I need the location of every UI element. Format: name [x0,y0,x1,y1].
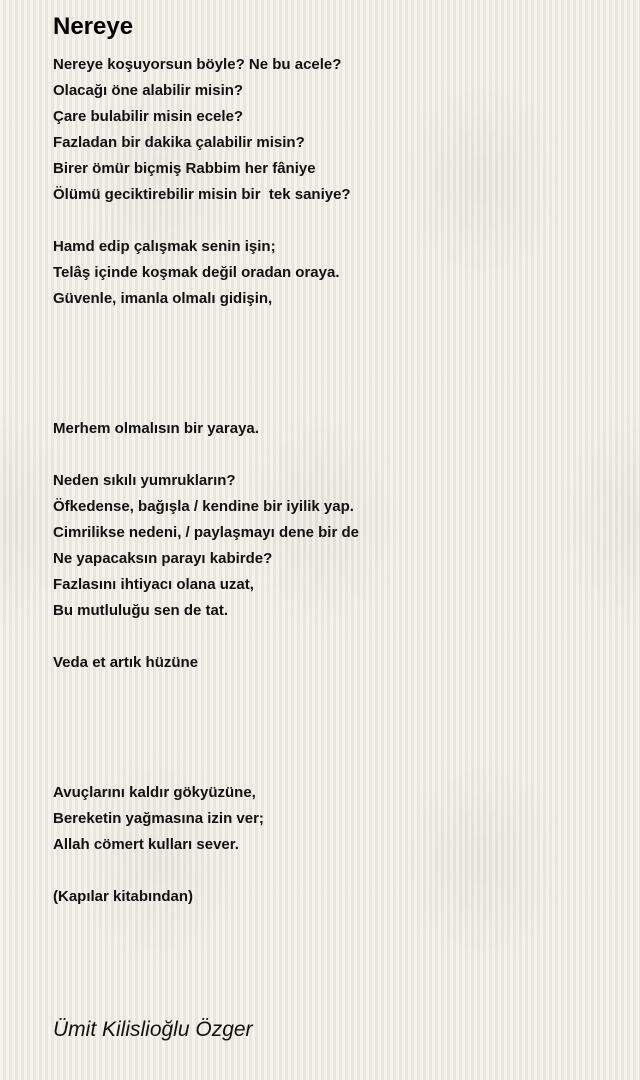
poem-line: Olacağı öne alabilir misin? [53,82,244,99]
poem-line: Merhem olmalısın bir yaraya. [53,420,259,437]
stanza-break [53,702,613,728]
stanza-break [53,754,613,780]
poem-line: Allah cömert kulları sever. [53,836,239,853]
stanza-break [53,364,613,390]
stanza-break [53,208,613,234]
poem-line: Bereketin yağmasına izin ver; [53,810,264,827]
poem-line: Veda et artık hüzüne [53,654,199,671]
poem-line: Ne yapacaksın parayı kabirde? [53,550,273,567]
poem-line: Çare bulabilir misin ecele? [53,108,244,125]
poem-line: Bu mutluluğu sen de tat. [53,602,228,619]
stanza-break [53,624,613,650]
poem-line: Avuçlarını kaldır gökyüzüne, [53,784,256,801]
stanza-break [53,442,613,468]
poem-line: Cimrilikse nedeni, / paylaşmayı dene bir de [53,524,359,541]
poem-line: Birer ömür biçmiş Rabbim her fâniye [53,160,316,177]
poem-line: Öfkedense, bağışla / kendine bir iyilik yap. [53,498,354,515]
poem-line: Nereye koşuyorsun böyle? Ne bu acele? [53,56,342,73]
stanza-break [53,676,613,702]
stanza-break [53,312,613,338]
stanza-break [53,858,613,884]
poem-line: Telâş içinde koşmak değil oradan oraya. [53,264,340,281]
poem-title: Nereye [53,13,134,40]
poem-line: (Kapılar kitabından) [53,888,194,905]
poem-line: Neden sıkılı yumrukların? [53,472,236,489]
poem-line: Fazladan bir dakika çalabilir misin? [53,134,305,151]
stanza-break [53,390,613,416]
poem-line: Güvenle, imanla olmalı gidişin, [53,290,273,307]
poem-line: Hamd edip çalışmak senin işin; [53,238,276,255]
poem-body [53,52,613,910]
stanza-break [53,338,613,364]
poem-line: Fazlasını ihtiyacı olana uzat, [53,576,254,593]
stanza-break [53,728,613,754]
author-name: Ümit Kilislioğlu Özger [53,1018,253,1041]
poem-line: Ölümü geciktirebilir misin bir tek saniye? [53,186,351,203]
